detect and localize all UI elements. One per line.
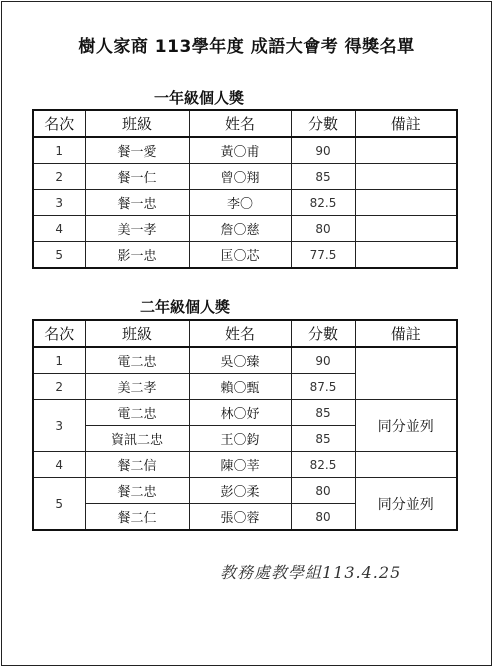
- document-page: [1, 1, 492, 666]
- section-title-grade2: 二年級個人獎: [140, 298, 231, 316]
- name-cell: 賴〇甄: [189, 374, 291, 400]
- document-title: 樹人家商 113學年度 成語大會考 得獎名單: [78, 37, 415, 57]
- table-row: [33, 400, 457, 426]
- score-cell: 85: [291, 400, 355, 426]
- award-table-grade2: [32, 319, 458, 531]
- class-cell: 影一忠: [85, 242, 189, 269]
- table-row: [33, 216, 457, 242]
- rank-cell: 5: [33, 242, 85, 269]
- rank-cell: 4: [33, 216, 85, 242]
- score-cell: 77.5: [291, 242, 355, 269]
- header-note: 備註: [355, 110, 457, 137]
- name-cell: 曾〇翔: [189, 164, 291, 190]
- rank-cell: 4: [33, 452, 85, 478]
- name-cell: 李〇: [189, 190, 291, 216]
- table-row: [33, 190, 457, 216]
- table-row: [33, 137, 457, 164]
- header-rank: 名次: [33, 110, 85, 137]
- score-cell: 87.5: [291, 374, 355, 400]
- name-cell: 王〇鈞: [189, 426, 291, 452]
- class-cell: 美二孝: [85, 374, 189, 400]
- rank-cell: 1: [33, 347, 85, 374]
- table-row: [33, 452, 457, 478]
- header-score: 分數: [291, 320, 355, 347]
- note-cell: [355, 216, 457, 242]
- class-cell: 電二忠: [85, 347, 189, 374]
- score-cell: 90: [291, 137, 355, 164]
- rank-cell: 5: [33, 478, 85, 531]
- section-title-grade1: 一年級個人獎: [154, 89, 245, 107]
- note-cell: [355, 347, 457, 400]
- note-cell: [355, 242, 457, 269]
- name-cell: 詹〇慈: [189, 216, 291, 242]
- name-cell: 黃〇甫: [189, 137, 291, 164]
- class-cell: 餐一愛: [85, 137, 189, 164]
- rank-cell: 2: [33, 374, 85, 400]
- note-cell: [355, 452, 457, 478]
- note-cell: [355, 137, 457, 164]
- header-class: 班級: [85, 110, 189, 137]
- class-cell: 餐二信: [85, 452, 189, 478]
- rank-cell: 3: [33, 400, 85, 452]
- header-score: 分數: [291, 110, 355, 137]
- score-cell: 80: [291, 504, 355, 531]
- score-cell: 82.5: [291, 452, 355, 478]
- name-cell: 林〇妤: [189, 400, 291, 426]
- header-rank: 名次: [33, 320, 85, 347]
- class-cell: 餐一仁: [85, 164, 189, 190]
- table-header-row: [33, 110, 457, 137]
- score-cell: 80: [291, 216, 355, 242]
- class-cell: 餐二仁: [85, 504, 189, 531]
- note-cell: [355, 164, 457, 190]
- table-row: [33, 478, 457, 504]
- rank-cell: 1: [33, 137, 85, 164]
- header-name: 姓名: [189, 320, 291, 347]
- table-row: [33, 347, 457, 374]
- note-cell-tie: 同分並列: [355, 478, 457, 531]
- name-cell: 匡〇芯: [189, 242, 291, 269]
- header-note: 備註: [355, 320, 457, 347]
- class-cell: 餐二忠: [85, 478, 189, 504]
- name-cell: 張〇蓉: [189, 504, 291, 531]
- score-cell: 85: [291, 426, 355, 452]
- note-cell-tie: 同分並列: [355, 400, 457, 452]
- rank-cell: 3: [33, 190, 85, 216]
- name-cell: 彭〇柔: [189, 478, 291, 504]
- table-header-row: [33, 320, 457, 347]
- table-row: [33, 242, 457, 269]
- name-cell: 陳〇莘: [189, 452, 291, 478]
- score-cell: 90: [291, 347, 355, 374]
- name-cell: 吳〇臻: [189, 347, 291, 374]
- rank-cell: 2: [33, 164, 85, 190]
- class-cell: 電二忠: [85, 400, 189, 426]
- score-cell: 82.5: [291, 190, 355, 216]
- header-class: 班級: [85, 320, 189, 347]
- class-cell: 美一孝: [85, 216, 189, 242]
- header-name: 姓名: [189, 110, 291, 137]
- award-table-grade1: [32, 109, 458, 269]
- score-cell: 80: [291, 478, 355, 504]
- issuer-signature: 教務處教學組113.4.25: [220, 563, 402, 582]
- note-cell: [355, 190, 457, 216]
- class-cell: 餐一忠: [85, 190, 189, 216]
- table-row: [33, 164, 457, 190]
- class-cell: 資訊二忠: [85, 426, 189, 452]
- score-cell: 85: [291, 164, 355, 190]
